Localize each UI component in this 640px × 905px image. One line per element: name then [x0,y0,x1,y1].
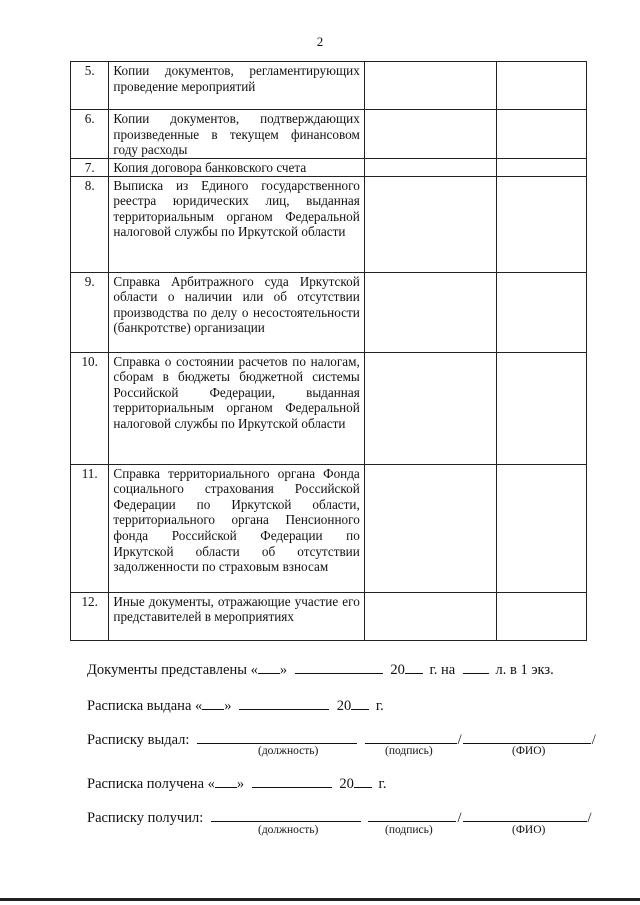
row-number: 8. [71,176,109,272]
empty-cell [496,272,586,352]
on-label: г. на [429,662,456,678]
year-field[interactable] [351,696,369,710]
year-suffix: г. [378,776,387,792]
quote-mark: » [279,662,288,678]
signature-caption: (подпись) [385,824,433,836]
empty-cell [496,592,586,640]
document-name: Иные документы, отражающие участие его представителей в мероприятиях [109,592,364,640]
year-prefix: 20 [390,662,405,678]
empty-cell [364,464,496,592]
document-name: Выписка из Единого государственного реестра юридических лиц, выданная территориальным органом Федеральной налоговой службы по Иркутской области [109,176,364,272]
page-number: 2 [316,34,324,49]
receipt-received-label: Расписка получена « [87,776,215,792]
empty-cell [496,159,586,177]
document-name: Копии документов, подтверждающих произведенные в текущем финансовом году расходы [109,110,364,159]
documents-submitted-line [87,660,554,679]
empty-cell [364,110,496,159]
year-prefix: 20 [339,776,354,792]
position-field[interactable] [197,730,357,744]
day-field[interactable] [258,660,280,674]
document-name: Копия договора банковского счета [109,159,364,177]
document-name: Справка территориального органа Фонда социального страхования Российской Федерации по Иркутской области, территориального органа Пенсионного фонда Российской Федерации по Иркутской области об отсутствии задолженности по страховым взносам [109,464,364,592]
signature-field[interactable] [365,730,457,744]
row-number: 7. [71,159,109,177]
row-number: 11. [71,464,109,592]
empty-cell [364,592,496,640]
month-field[interactable] [252,774,332,788]
receipt-issued-line [87,696,384,715]
quote-mark: » [224,698,232,714]
table-row [71,272,587,352]
empty-cell [364,159,496,177]
document-name: Копии документов, регламентирующих проведение мероприятий [109,62,364,110]
received-by-label: Расписку получил: [87,810,204,826]
row-number: 12. [71,592,109,640]
empty-cell [364,62,496,110]
day-field[interactable] [202,696,224,710]
empty-cell [496,110,586,159]
table-row [71,592,587,640]
quote-mark: » [236,776,245,792]
signature-caption: (подпись) [385,745,433,757]
fio-field[interactable] [463,808,587,822]
year-suffix: г. [375,698,384,714]
table-row [71,62,587,110]
row-number: 9. [71,272,109,352]
issued-by-label: Расписку выдал: [87,732,190,748]
receipt-received-line [87,774,386,793]
year-prefix: 20 [336,698,352,714]
year-field[interactable] [354,774,372,788]
position-field[interactable] [211,808,361,822]
received-by-line: Расписку получил: / / [87,810,592,826]
position-caption: (должность) [258,745,319,757]
fio-caption: (ФИО) [512,824,546,836]
sheets-count-field[interactable] [463,660,489,674]
empty-cell [364,352,496,464]
empty-cell [496,62,586,110]
empty-cell [364,272,496,352]
empty-cell [496,464,586,592]
documents-submitted-label: Документы представлены « [87,662,258,678]
document-name: Справка о состоянии расчетов по налогам, сборам в бюджеты бюджетной системы Российской Федерации, выданная территориальным органом Федеральной налоговой службы по Иркутской области [109,352,364,464]
day-field[interactable] [215,774,237,788]
fio-caption: (ФИО) [512,745,546,757]
row-number: 5. [71,62,109,110]
year-field[interactable] [405,660,423,674]
fio-field[interactable] [463,730,591,744]
table-row [71,352,587,464]
empty-cell [496,352,586,464]
empty-cell [496,176,586,272]
copies-label: л. в 1 экз. [495,662,554,678]
table-row [71,110,587,159]
row-number: 6. [71,110,109,159]
scan-edge-divider [0,898,640,901]
signature-field[interactable] [368,808,456,822]
document-name: Справка Арбитражного суда Иркутской области о наличии или об отсутствии производства по делу о несостоятельности (банкротстве) организации [109,272,364,352]
table-row [71,464,587,592]
table-row [71,159,587,177]
documents-table [70,61,587,641]
month-field[interactable] [295,660,383,674]
receipt-issued-label: Расписка выдана « [87,698,203,714]
issued-by-line: Расписку выдал: / / [87,732,596,748]
empty-cell [364,176,496,272]
position-caption: (должность) [258,824,319,836]
month-field[interactable] [239,696,329,710]
row-number: 10. [71,352,109,464]
table-row [71,176,587,272]
